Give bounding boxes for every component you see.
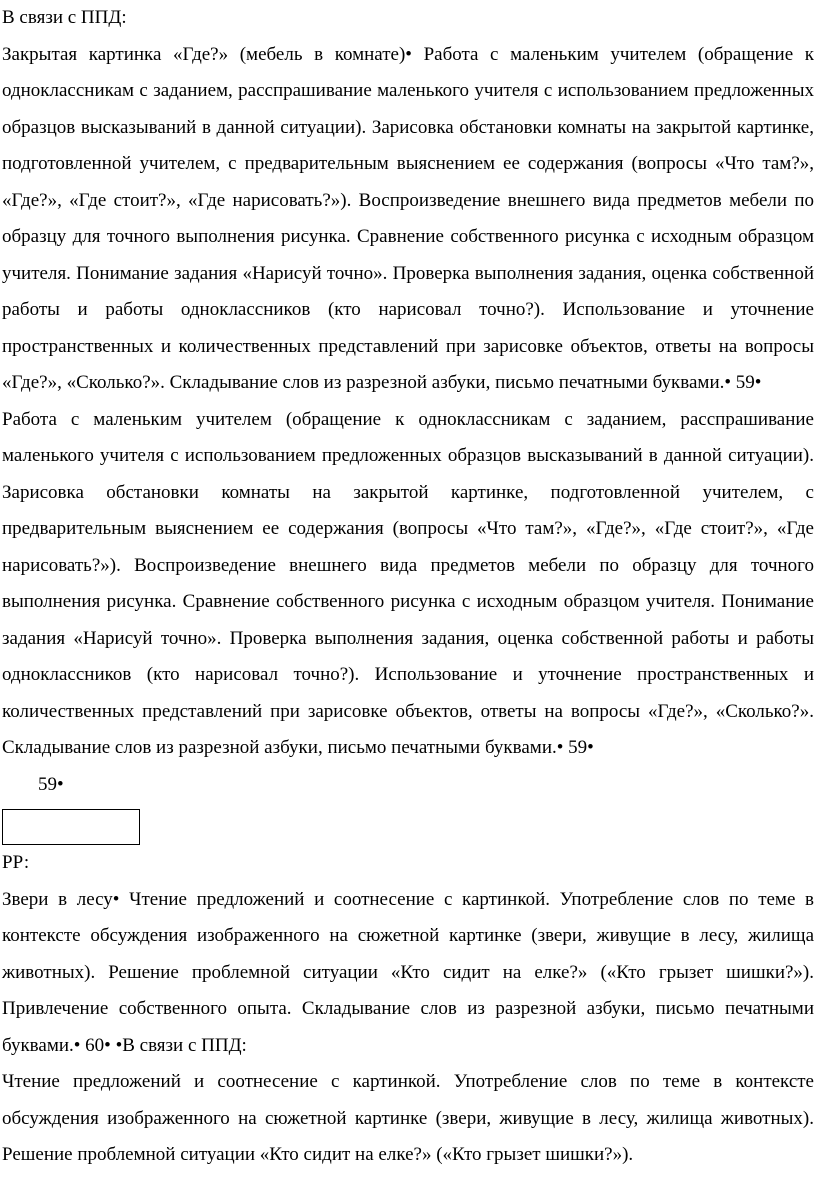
paragraph-reading-sentences: Чтение предложений и соотнесение с картинкой. Употребление слов по теме в контексте обсуждения изображенного на сюжетной картинке (звери, живущие в лесу, жилища животных). Решение проблемной ситуации «Кто сидит на елке?» («Кто грызет шишки?»). — [2, 1071, 814, 1165]
document-page — [2, 0, 814, 1174]
paragraph-closed-picture: Закрытая картинка «Где?» (мебель в комнате)• Работа с маленьким учителем (обращение к одноклассникам с заданием, расспрашивание маленького учителя с использованием предложенных образцов высказываний в данной ситуации). Зарисовка обстановки комнаты на закрытой картинке, подготовленной учителем, с предварительным выяснением ее содержания (вопросы «Что там?», «Где?», «Где стоит?», «Где нарисовать?»). Воспроизведение внешнего вида предметов мебели по образцу для точного выполнения рисунка. Сравнение собственного рисунка с исходным образцом учителя. Понимание задания «Нарисуй точно». Проверка выполнения задания, оценка собственной работы и работы одноклассников (кто нарисовал точно?). Использование и уточнение пространственных и количественных представлений при зарисовке объектов, ответы на вопросы «Где?», «Сколько?». Складывание слов из разрезной азбуки, письмо печатными буквами.• 59• — [2, 43, 814, 393]
paragraph-animals-forest: Звери в лесу• Чтение предложений и соотнесение с картинкой. Употребление слов по теме в контексте обсуждения изображенного на сюжетной картинке (звери, живущие в лесу, жилища животных). Решение проблемной ситуации «Кто сидит на елке?» («Кто грызет шишки?»). Привлечение собственного опыта. Складывание слов из разрезной азбуки, письмо печатными буквами.• 60• •В связи с ППД: — [2, 888, 814, 1056]
empty-table-cell — [2, 809, 140, 845]
page-number-line: 59• — [38, 773, 64, 795]
paragraph-little-teacher: Работа с маленьким учителем (обращение к одноклассникам с заданием, расспрашивание маленького учителя с использованием предложенных образцов высказываний в данной ситуации). Зарисовка обстановки комнаты на закрытой картинке, подготовленной учителем, с предварительным выяснением ее содержания (вопросы «Что там?», «Где?», «Где стоит?», «Где нарисовать?»). Воспроизведение внешнего вида предметов мебели по образцу для точного выполнения рисунка. Сравнение собственного рисунка с исходным образцом учителя. Понимание задания «Нарисуй точно». Проверка выполнения задания, оценка собственной работы и работы одноклассников (кто нарисовал точно?). Использование и уточнение пространственных и количественных представлений при зарисовке объектов, ответы на вопросы «Где?», «Сколько?». Складывание слов из разрезной азбуки, письмо печатными буквами.• 59• — [2, 408, 814, 758]
section-heading-ppd: В связи с ППД: — [2, 7, 127, 28]
section-heading-rr: РР: — [2, 852, 30, 873]
